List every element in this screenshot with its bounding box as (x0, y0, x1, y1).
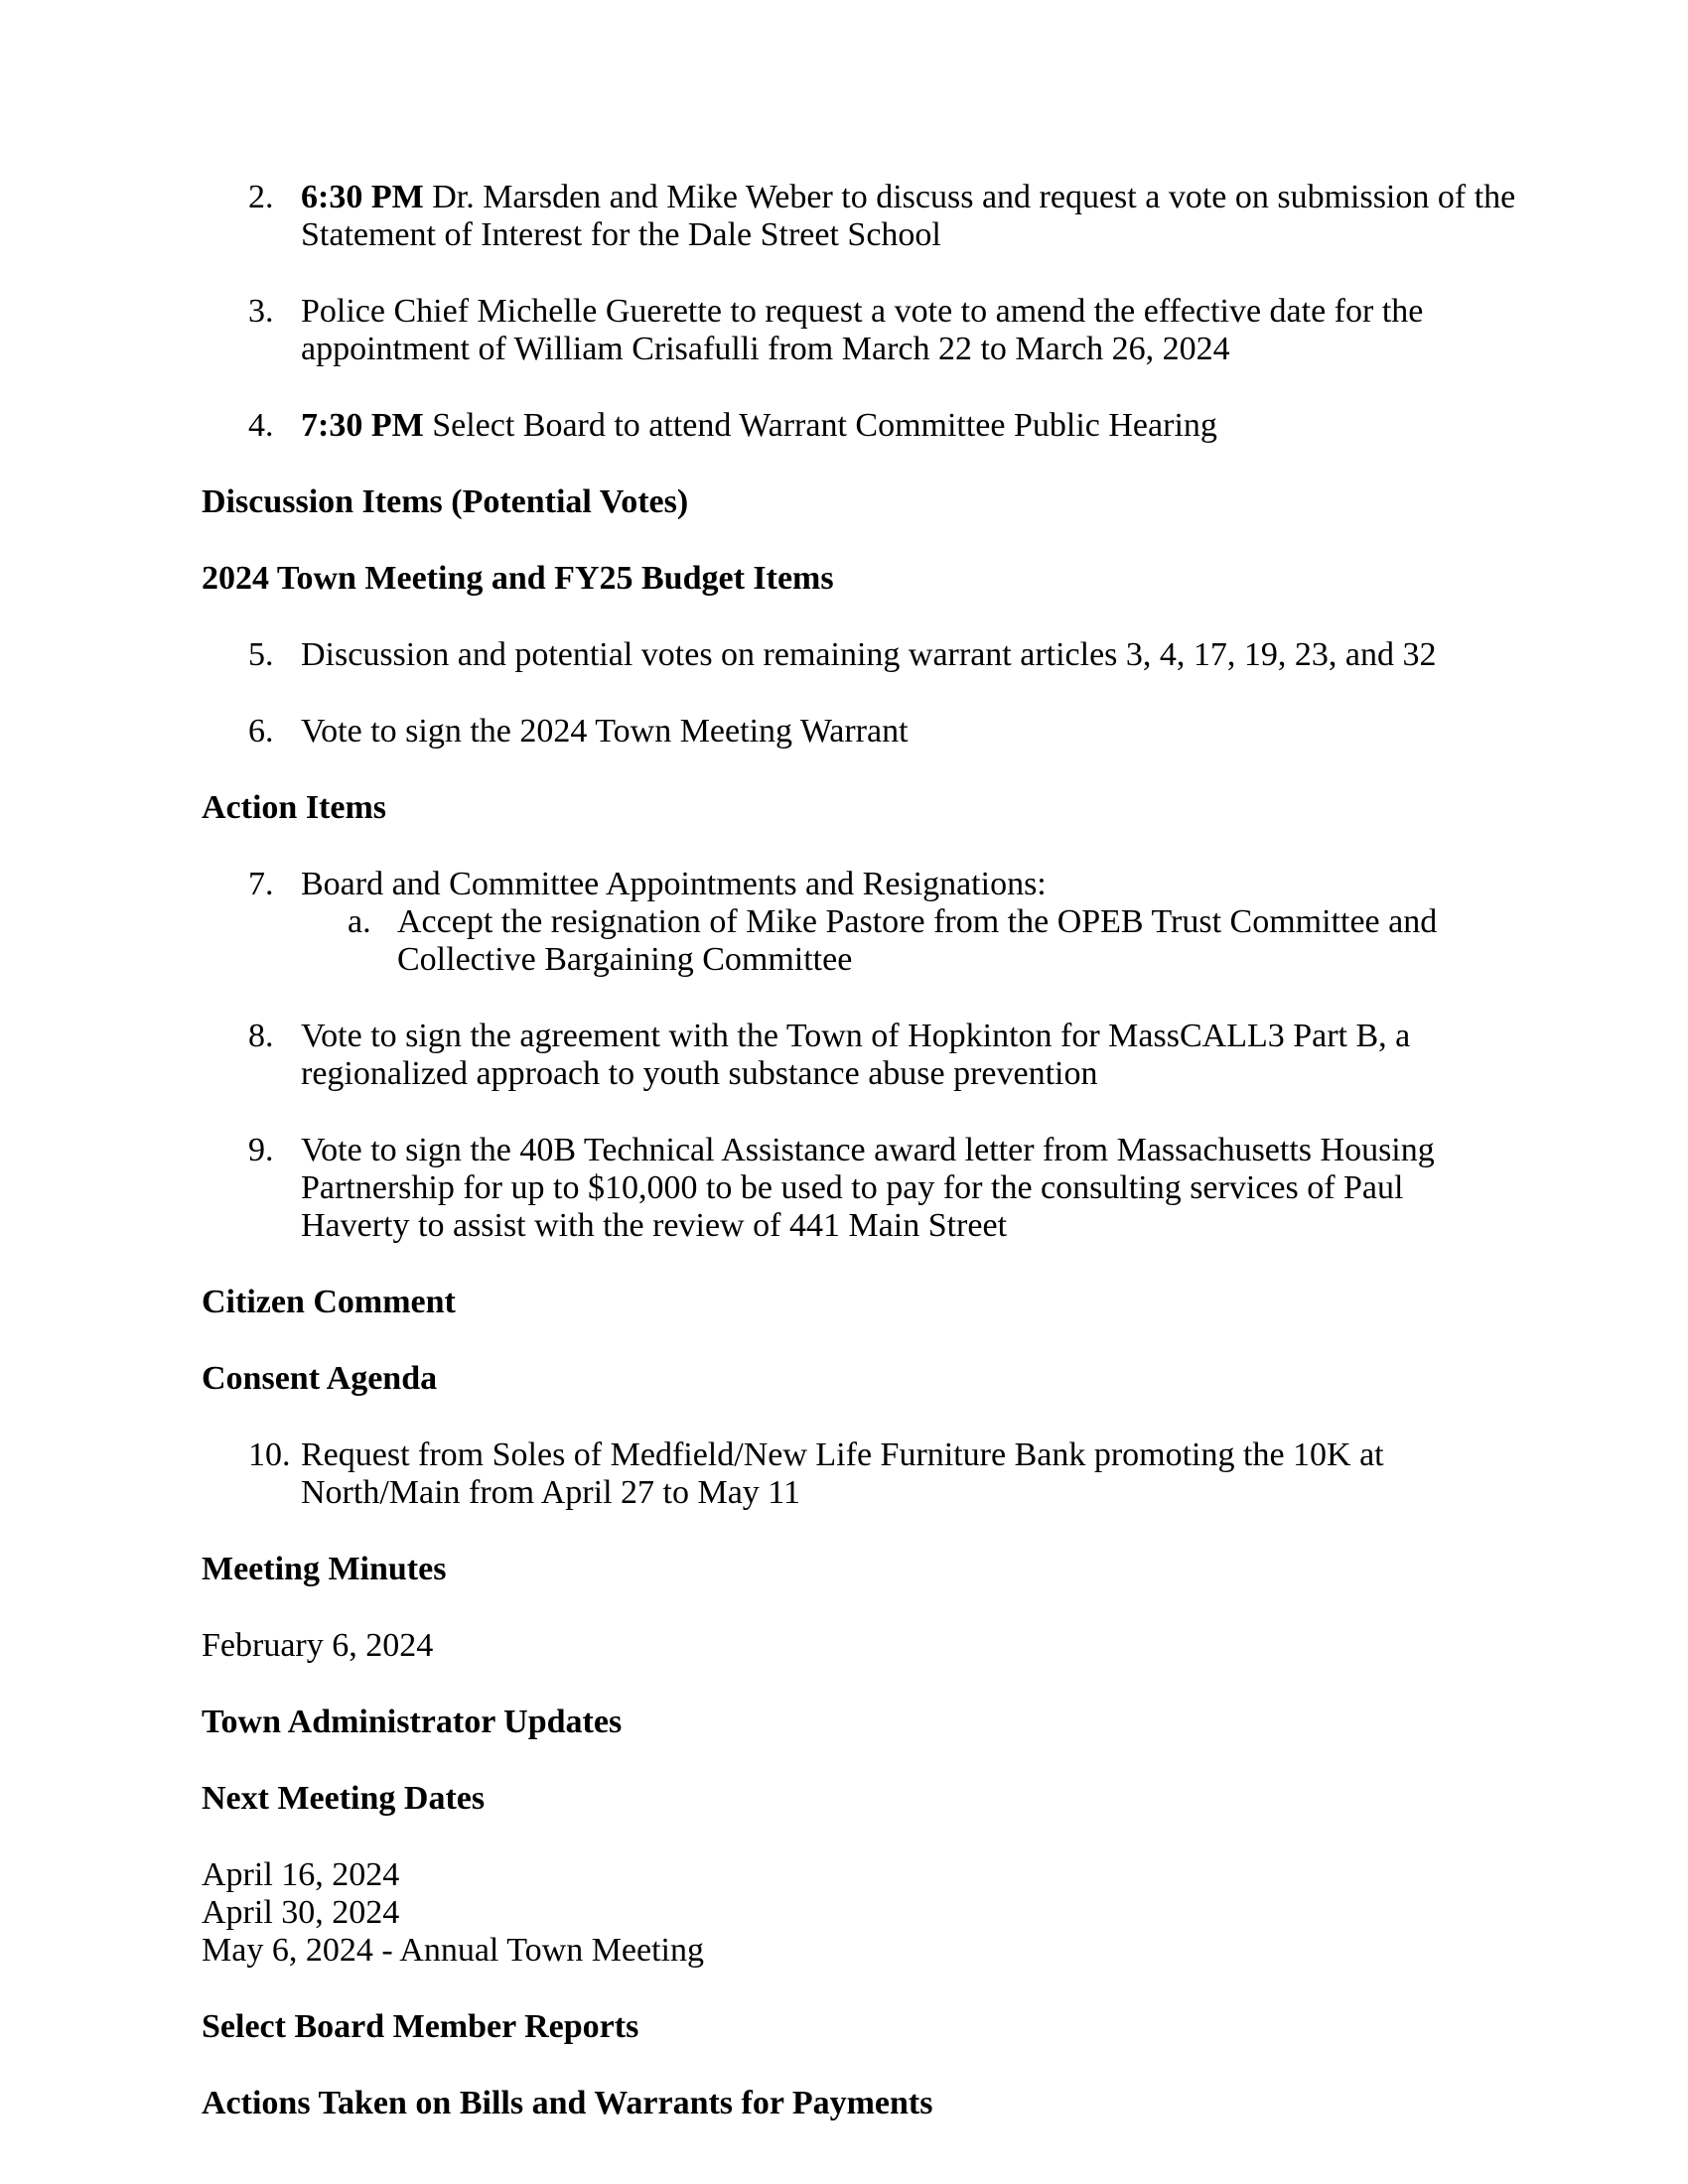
text-line: April 16, 2024 (202, 1856, 400, 1893)
list-number: 4. (248, 407, 274, 444)
text-line: Collective Bargaining Committee (397, 941, 853, 978)
list-item-text (301, 1018, 1499, 1093)
text-line: Discussion and potential votes on remaining warrant articles 3, 4, 17, 19, 23, and 32 (301, 636, 1437, 673)
heading-text: Town Administrator Updates (202, 1704, 623, 1740)
text-line: Accept the resignation of Mike Pastore from the OPEB Trust Committee and (397, 903, 1438, 940)
list-number: 7. (248, 866, 274, 902)
document-content (202, 179, 1516, 2122)
text-line: Haverty to assist with the review of 441 Main Street (301, 1207, 1008, 1244)
list-item-text (301, 1436, 1499, 1512)
text-line: February 6, 2024 (202, 1627, 434, 1664)
heading-text: Citizen Comment (202, 1284, 456, 1320)
sub-list-marker: a. (348, 903, 371, 940)
section-heading (202, 1780, 1499, 1818)
heading-text: Next Meeting Dates (202, 1780, 486, 1817)
list-item-text (301, 1132, 1499, 1245)
list-item (202, 636, 1499, 674)
heading-text: 2024 Town Meeting and FY25 Budget Items (202, 560, 834, 597)
text-line: Request from Soles of Medfield/New Life Furniture Bank promoting the 10K at (301, 1436, 1384, 1473)
text-line: April 30, 2024 (202, 1894, 400, 1931)
heading-text: Meeting Minutes (202, 1551, 447, 1587)
text-line: regionalized approach to youth substance abuse prevention (301, 1055, 1098, 1092)
section-heading (202, 1551, 1499, 1588)
list-item (202, 293, 1499, 368)
heading-text: Discussion Items (Potential Votes) (202, 483, 689, 520)
section-heading (202, 2008, 1499, 2046)
sub-list-text (397, 903, 1499, 979)
text-line: Board and Committee Appointments and Resignations: (301, 866, 1047, 902)
list-item (202, 713, 1499, 751)
section-heading (202, 560, 1499, 598)
list-number: 8. (248, 1018, 274, 1054)
time-prefix: 7:30 PM (301, 407, 424, 444)
heading-text: Action Items (202, 789, 387, 826)
list-item-text (301, 636, 1499, 674)
list-number: 3. (248, 293, 274, 330)
list-item-text (301, 866, 1499, 979)
text-line: May 6, 2024 - Annual Town Meeting (202, 1932, 704, 1969)
text-line: North/Main from April 27 to May 11 (301, 1474, 801, 1511)
list-item-text (301, 407, 1499, 445)
list-item (202, 866, 1499, 979)
list-item (202, 1436, 1499, 1512)
text-line: Police Chief Michelle Guerette to request a vote to amend the effective date for the (301, 293, 1424, 330)
list-item (202, 1132, 1499, 1245)
list-number: 2. (248, 179, 274, 215)
list-number: 10. (248, 1436, 291, 1473)
list-item-text (301, 293, 1499, 368)
section-heading (202, 1704, 1499, 1741)
sub-list-item (301, 903, 1499, 979)
section-heading (202, 2085, 1499, 2122)
text-line: Vote to sign the 40B Technical Assistance award letter from Massachusetts Housing (301, 1132, 1435, 1168)
list-number: 9. (248, 1132, 274, 1168)
heading-text: Consent Agenda (202, 1360, 438, 1397)
time-prefix: 6:30 PM (301, 179, 424, 215)
list-item-text (301, 713, 1499, 751)
heading-text: Actions Taken on Bills and Warrants for Payments (202, 2085, 933, 2121)
text-line: appointment of William Crisafulli from March 22 to March 26, 2024 (301, 331, 1230, 367)
text-line: Select Board to attend Warrant Committee Public Hearing (432, 407, 1217, 444)
text-line: Partnership for up to $10,000 to be used to pay for the consulting services of Paul (301, 1169, 1404, 1206)
section-heading (202, 1284, 1499, 1321)
list-item (202, 407, 1499, 445)
paragraph (202, 1856, 1499, 1970)
list-item (202, 179, 1516, 254)
section-heading (202, 1360, 1499, 1398)
heading-text: Select Board Member Reports (202, 2008, 639, 2045)
text-line: Vote to sign the 2024 Town Meeting Warrant (301, 713, 909, 750)
list-item (202, 1018, 1499, 1093)
section-heading (202, 483, 1499, 521)
text-line: Dr. Marsden and Mike Weber to discuss and request a vote on submission of the (432, 179, 1516, 215)
text-line: Vote to sign the agreement with the Town of Hopkinton for MassCALL3 Part B, a (301, 1018, 1411, 1054)
text-line: Statement of Interest for the Dale Street School (301, 216, 941, 253)
section-heading (202, 789, 1499, 827)
list-number: 6. (248, 713, 274, 750)
paragraph (202, 1627, 1499, 1665)
list-item-text (301, 179, 1516, 254)
list-number: 5. (248, 636, 274, 673)
